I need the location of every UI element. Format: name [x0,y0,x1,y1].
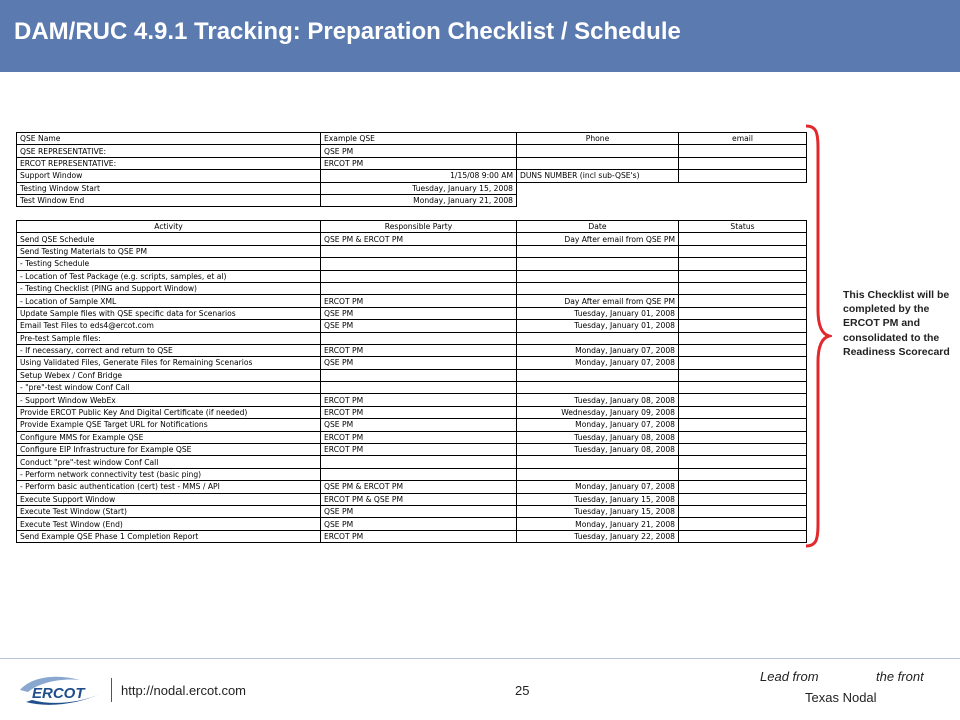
responsible-party-cell: QSE PM [321,357,517,369]
responsible-party-cell [321,332,517,344]
responsible-party-cell [321,468,517,480]
date-cell: Monday, January 07, 2008 [517,357,679,369]
table-row [17,270,807,282]
responsible-party-cell [321,258,517,270]
info-extra-value: email [679,133,807,145]
ercot-logo [18,672,104,708]
status-cell [679,456,807,468]
activity-cell: Pre-test Sample files: [17,332,321,344]
company-name: Texas Nodal [805,690,877,705]
curly-brace-icon [802,124,832,548]
status-cell [679,344,807,356]
footer-separator [111,678,112,702]
table-row [17,394,807,406]
status-cell [679,493,807,505]
status-cell [679,530,807,542]
status-cell [679,369,807,381]
status-cell [679,270,807,282]
date-cell: Tuesday, January 01, 2008 [517,307,679,319]
activity-table [16,220,807,543]
date-cell [517,468,679,480]
responsible-party-cell: QSE PM [321,307,517,319]
responsible-party-cell [321,270,517,282]
responsible-party-cell: QSE PM [321,518,517,530]
tagline-part-1: Lead from [760,669,819,684]
date-cell: Monday, January 21, 2008 [517,518,679,530]
info-row [17,182,807,194]
status-cell [679,518,807,530]
date-cell: Day After email from QSE PM [517,295,679,307]
table-row [17,468,807,480]
info-value: QSE PM [321,145,517,157]
date-cell [517,369,679,381]
info-extra-label: Phone [517,133,679,145]
status-cell [679,320,807,332]
table-row [17,530,807,542]
table-row [17,369,807,381]
empty-cell [517,182,807,194]
info-label: QSE REPRESENTATIVE: [17,145,321,157]
activity-header-row [17,221,807,233]
status-cell [679,233,807,245]
responsible-party-cell: ERCOT PM [321,406,517,418]
status-cell [679,468,807,480]
responsible-party-cell: QSE PM & ERCOT PM [321,481,517,493]
info-extra-label [517,145,679,157]
responsible-party-cell: QSE PM [321,320,517,332]
status-cell [679,481,807,493]
table-row [17,233,807,245]
date-cell [517,456,679,468]
responsible-party-cell [321,282,517,294]
activity-cell: - Location of Sample XML [17,295,321,307]
activity-cell: - "pre"-test window Conf Call [17,382,321,394]
info-value: ERCOT PM [321,157,517,169]
checklist-note: This Checklist will be completed by the ERCOT PM and consolidated to the Readiness Scorecard [843,289,950,358]
date-cell: Tuesday, January 15, 2008 [517,505,679,517]
title-bar [0,0,960,72]
page-title: DAM/RUC 4.9.1 Tracking: Preparation Checklist / Schedule [14,18,681,45]
date-cell: Tuesday, January 01, 2008 [517,320,679,332]
activity-cell: - Location of Test Package (e.g. scripts, samples, et al) [17,270,321,282]
activity-cell: Email Test Files to eds4@ercot.com [17,320,321,332]
date-cell: Tuesday, January 08, 2008 [517,394,679,406]
activity-cell: - Perform network connectivity test (basic ping) [17,468,321,480]
status-cell [679,394,807,406]
responsible-party-cell: ERCOT PM [321,394,517,406]
info-value: Monday, January 21, 2008 [321,194,517,206]
info-row [17,157,807,169]
activity-cell: Setup Webex / Conf Bridge [17,369,321,381]
info-extra-value [679,157,807,169]
activity-cell: Provide ERCOT Public Key And Digital Certificate (if needed) [17,406,321,418]
date-cell: Tuesday, January 08, 2008 [517,444,679,456]
table-row [17,258,807,270]
activity-cell: Execute Test Window (End) [17,518,321,530]
table-row [17,245,807,257]
info-extra-label: DUNS NUMBER (incl sub-QSE's) [517,170,679,182]
responsible-party-cell: ERCOT PM [321,344,517,356]
responsible-party-cell [321,245,517,257]
table-row [17,493,807,505]
activity-cell: Execute Support Window [17,493,321,505]
activity-cell: Execute Test Window (Start) [17,505,321,517]
info-label: Testing Window Start [17,182,321,194]
table-row [17,431,807,443]
table-row [17,518,807,530]
date-cell: Tuesday, January 08, 2008 [517,431,679,443]
info-label: Support Window [17,170,321,182]
date-cell [517,270,679,282]
activity-cell: - If necessary, correct and return to QSE [17,344,321,356]
table-row [17,344,807,356]
table-row [17,320,807,332]
info-extra-value [679,145,807,157]
responsible-party-cell: QSE PM [321,505,517,517]
activity-cell: Send Example QSE Phase 1 Completion Report [17,530,321,542]
date-cell [517,382,679,394]
responsible-party-cell [321,456,517,468]
info-value: Tuesday, January 15, 2008 [321,182,517,194]
info-label: Test Window End [17,194,321,206]
status-cell [679,282,807,294]
date-cell: Wednesday, January 09, 2008 [517,406,679,418]
table-row [17,444,807,456]
date-cell: Monday, January 07, 2008 [517,419,679,431]
activity-cell: Configure EIP Infrastructure for Example QSE [17,444,321,456]
responsible-party-cell: QSE PM & ERCOT PM [321,233,517,245]
info-value: Example QSE [321,133,517,145]
table-row [17,307,807,319]
table-row [17,382,807,394]
activity-cell: Configure MMS for Example QSE [17,431,321,443]
responsible-party-cell: ERCOT PM [321,530,517,542]
table-row [17,295,807,307]
status-cell [679,382,807,394]
table-row [17,419,807,431]
activity-cell: Update Sample files with QSE specific data for Scenarios [17,307,321,319]
info-row [17,145,807,157]
column-header-responsible-party: Responsible Party [321,221,517,233]
status-cell [679,419,807,431]
status-cell [679,431,807,443]
activity-cell: Send Testing Materials to QSE PM [17,245,321,257]
responsible-party-cell: ERCOT PM [321,444,517,456]
table-row [17,406,807,418]
status-cell [679,406,807,418]
column-header-date: Date [517,221,679,233]
status-cell [679,444,807,456]
table-row [17,481,807,493]
status-cell [679,245,807,257]
info-label: ERCOT REPRESENTATIVE: [17,157,321,169]
responsible-party-cell: ERCOT PM [321,431,517,443]
date-cell: Tuesday, January 22, 2008 [517,530,679,542]
date-cell: Monday, January 07, 2008 [517,481,679,493]
activity-cell: - Perform basic authentication (cert) test - MMS / API [17,481,321,493]
column-header-status: Status [679,221,807,233]
responsible-party-cell: QSE PM [321,419,517,431]
info-extra-value [679,170,807,182]
info-extra-label [517,157,679,169]
activity-cell: - Support Window WebEx [17,394,321,406]
status-cell [679,505,807,517]
date-cell: Day After email from QSE PM [517,233,679,245]
table-row [17,332,807,344]
info-row [17,170,807,182]
activity-cell: - Testing Schedule [17,258,321,270]
tagline-part-2: the front [876,669,924,684]
status-cell [679,357,807,369]
page-number: 25 [515,683,530,698]
table-row [17,456,807,468]
date-cell [517,332,679,344]
status-cell [679,332,807,344]
qse-info-table [16,132,807,207]
date-cell [517,258,679,270]
empty-cell [517,194,807,206]
responsible-party-cell: ERCOT PM & QSE PM [321,493,517,505]
activity-cell: Provide Example QSE Target URL for Notifications [17,419,321,431]
activity-cell: Using Validated Files, Generate Files for Remaining Scenarios [17,357,321,369]
info-label: QSE Name [17,133,321,145]
footer-url-link[interactable]: http://nodal.ercot.com [121,683,247,698]
activity-cell: Conduct "pre"-test window Conf Call [17,456,321,468]
info-row [17,194,807,206]
footer-divider [0,658,960,659]
date-cell [517,282,679,294]
status-cell [679,258,807,270]
status-cell [679,307,807,319]
activity-cell: Send QSE Schedule [17,233,321,245]
date-cell: Tuesday, January 15, 2008 [517,493,679,505]
activity-cell: - Testing Checklist (PING and Support Window) [17,282,321,294]
svg-text:ERCOT: ERCOT [32,685,85,702]
date-cell [517,245,679,257]
table-row [17,505,807,517]
status-cell [679,295,807,307]
info-row [17,133,807,145]
responsible-party-cell: ERCOT PM [321,295,517,307]
column-header-activity: Activity [17,221,321,233]
date-cell: Monday, January 07, 2008 [517,344,679,356]
info-value: 1/15/08 9:00 AM [321,170,517,182]
responsible-party-cell [321,369,517,381]
table-row [17,357,807,369]
table-row [17,282,807,294]
responsible-party-cell [321,382,517,394]
